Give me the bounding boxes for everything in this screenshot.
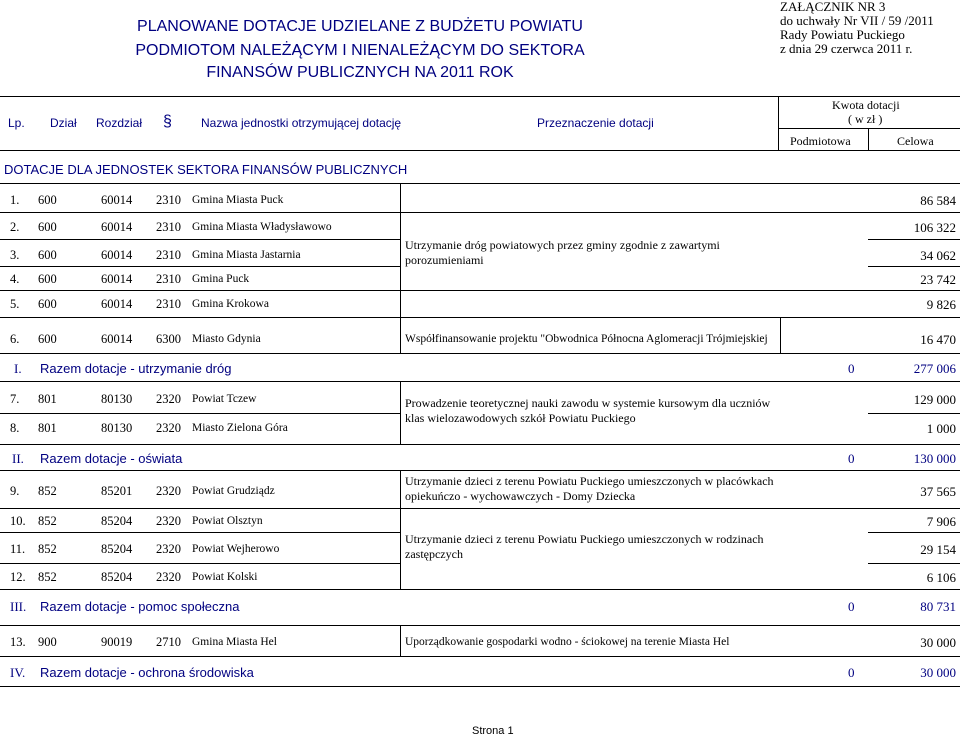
- row-10-celowa: 7 906: [926, 514, 956, 529]
- column-rule: [400, 470, 401, 508]
- row-3-celowa: 34 062: [920, 248, 956, 263]
- column-rule: [400, 381, 401, 444]
- row-2-dzial: 600: [38, 220, 57, 234]
- attachment-council: Rady Powiatu Puckiego: [780, 27, 905, 42]
- page-number: Strona 1: [472, 725, 514, 737]
- header-top-rule: [0, 96, 960, 97]
- row-8-nazwa: Miasto Zielona Góra: [192, 422, 288, 434]
- row-11-nazwa: Powiat Wejherowo: [192, 543, 280, 555]
- header-przeznaczenie: Przeznaczenie dotacji: [537, 116, 654, 130]
- total-2-label: Razem dotacje - oświata: [40, 451, 183, 466]
- header-dzial: Dział: [50, 116, 77, 130]
- column-rule: [400, 317, 401, 353]
- total-2-celowa: 130 000: [913, 451, 956, 466]
- row-3-dzial: 600: [38, 248, 57, 262]
- total-4-lp: IV.: [10, 665, 26, 680]
- total-2-podmiotowa: 0: [848, 451, 855, 466]
- row-6-lp: 6.: [10, 332, 20, 346]
- row-12-dzial: 852: [38, 570, 57, 584]
- row-2-lp: 2.: [10, 220, 20, 234]
- total-2-lp: II.: [12, 451, 24, 466]
- total-4-celowa: 30 000: [920, 665, 956, 680]
- row-rule: [868, 413, 960, 414]
- header-podmiotowa: Podmiotowa: [790, 134, 851, 148]
- header-paragraph: §: [163, 113, 172, 130]
- row-10-par: 2320: [156, 514, 181, 528]
- row-2-par: 2310: [156, 220, 181, 234]
- column-rule: [400, 625, 401, 656]
- purpose-childrens-homes: Utrzymanie dzieci z terenu Powiatu Puckiego umieszczonych w placówkach opiekuńczo - wychowawczych - Domy Dziecka: [405, 474, 774, 503]
- row-7-dzial: 801: [38, 392, 57, 406]
- total-3-lp: III.: [10, 599, 27, 614]
- row-4-dzial: 600: [38, 272, 57, 286]
- header-rozdzial: Rozdział: [96, 116, 143, 130]
- header-kwota: Kwota dotacji: [832, 98, 900, 112]
- row-7-lp: 7.: [10, 392, 20, 406]
- row-rule: [868, 239, 960, 240]
- row-3-nazwa: Gmina Miasta Jastarnia: [192, 249, 301, 261]
- row-6-par: 6300: [156, 332, 181, 346]
- header-kwota-unit: ( w zł ): [848, 112, 883, 126]
- total-1-podmiotowa: 0: [848, 361, 855, 376]
- row-8-par: 2320: [156, 421, 181, 435]
- row-6-celowa: 16 470: [920, 332, 956, 347]
- purpose-education: Prowadzenie teoretycznej nauki zawodu w systemie kursowym dla uczniów klas wielozawodowych szkół Powiatu Puckiego: [405, 396, 771, 425]
- document-title-line-1: PLANOWANE DOTACJE UDZIELANE Z BUDŻETU POWIATU: [137, 18, 583, 35]
- column-rule: [400, 508, 401, 589]
- total-4-label: Razem dotacje - ochrona środowiska: [40, 665, 254, 680]
- row-4-nazwa: Gmina Puck: [192, 273, 250, 285]
- header-lp: Lp.: [8, 116, 25, 130]
- row-1-nazwa: Gmina Miasta Puck: [192, 194, 284, 206]
- row-5-dzial: 600: [38, 297, 57, 311]
- row-rule: [0, 470, 960, 471]
- purpose-roads: Utrzymanie dróg powiatowych przez gminy zgodnie z zawartymi porozumieniami: [405, 238, 720, 267]
- row-rule: [0, 625, 960, 626]
- row-13-lp: 13.: [10, 635, 26, 649]
- row-12-lp: 12.: [10, 570, 26, 584]
- row-5-nazwa: Gmina Krokowa: [192, 298, 269, 310]
- column-rule: [400, 183, 401, 317]
- row-rule: [0, 183, 960, 184]
- column-rule: [780, 317, 781, 353]
- row-10-dzial: 852: [38, 514, 57, 528]
- row-8-celowa: 1 000: [926, 421, 956, 436]
- row-2-nazwa: Gmina Miasta Władysławowo: [192, 221, 332, 233]
- row-8-lp: 8.: [10, 421, 20, 435]
- row-2-rozdzial: 60014: [101, 220, 133, 234]
- row-12-celowa: 6 106: [926, 570, 956, 585]
- section-title: DOTACJE DLA JEDNOSTEK SEKTORA FINANSÓW PUBLICZNYCH: [4, 162, 408, 177]
- header-bottom-rule: [0, 150, 960, 151]
- purpose-foster-families: Utrzymanie dzieci z terenu Powiatu Puckiego umieszczonych w rodzinach zastępczych: [405, 532, 764, 561]
- row-12-rozdzial: 85204: [101, 570, 133, 584]
- row-rule: [868, 266, 960, 267]
- header-nazwa: Nazwa jednostki otrzymującej dotację: [201, 116, 402, 130]
- row-5-par: 2310: [156, 297, 181, 311]
- row-5-celowa: 9 826: [926, 297, 956, 312]
- row-11-rozdzial: 85204: [101, 542, 133, 556]
- row-6-nazwa: Miasto Gdynia: [192, 333, 261, 345]
- row-rule: [0, 686, 960, 687]
- row-6-rozdzial: 60014: [101, 332, 133, 346]
- row-rule: [0, 381, 960, 382]
- row-1-par: 2310: [156, 193, 181, 207]
- attachment-resolution: do uchwały Nr VII / 59 /2011: [780, 13, 934, 28]
- row-rule: [0, 266, 400, 267]
- row-9-dzial: 852: [38, 484, 57, 498]
- row-12-nazwa: Powiat Kolski: [192, 571, 258, 583]
- row-9-par: 2320: [156, 484, 181, 498]
- row-9-rozdzial: 85201: [101, 484, 133, 498]
- row-rule: [0, 656, 960, 657]
- row-9-nazwa: Powiat Grudziądz: [192, 485, 275, 497]
- total-3-label: Razem dotacje - pomoc społeczna: [40, 599, 240, 614]
- row-1-celowa: 86 584: [920, 193, 956, 208]
- row-3-par: 2310: [156, 248, 181, 262]
- row-13-celowa: 30 000: [920, 635, 956, 650]
- row-rule: [868, 532, 960, 533]
- row-10-rozdzial: 85204: [101, 514, 133, 528]
- row-8-dzial: 801: [38, 421, 57, 435]
- row-4-par: 2310: [156, 272, 181, 286]
- header-kwota-rule: [778, 128, 960, 129]
- row-rule: [0, 212, 960, 213]
- row-7-nazwa: Powiat Tczew: [192, 393, 257, 405]
- row-11-celowa: 29 154: [920, 542, 956, 557]
- total-3-celowa: 80 731: [920, 599, 956, 614]
- header-celowa: Celowa: [897, 134, 934, 148]
- row-rule: [0, 532, 400, 533]
- row-rule: [0, 353, 960, 354]
- row-7-rozdzial: 80130: [101, 392, 133, 406]
- row-rule: [0, 508, 960, 509]
- row-2-celowa: 106 322: [913, 220, 956, 235]
- row-13-nazwa: Gmina Miasta Hel: [192, 636, 277, 648]
- total-1-celowa: 277 006: [913, 361, 956, 376]
- row-1-rozdzial: 60014: [101, 193, 133, 207]
- row-7-celowa: 129 000: [913, 392, 956, 407]
- header-kwota-left-rule: [778, 96, 779, 150]
- row-4-celowa: 23 742: [920, 272, 956, 287]
- row-5-lp: 5.: [10, 297, 20, 311]
- row-11-lp: 11.: [10, 542, 26, 556]
- document-title-line-2: PODMIOTOM NALEŻĄCYM I NIENALEŻĄCYM DO SEKTORA: [135, 42, 585, 59]
- row-4-lp: 4.: [10, 272, 20, 286]
- document-title-line-3: FINANSÓW PUBLICZNYCH NA 2011 ROK: [206, 64, 514, 81]
- row-13-dzial: 900: [38, 635, 57, 649]
- total-1-lp: I.: [14, 361, 22, 376]
- row-1-dzial: 600: [38, 193, 57, 207]
- row-rule: [0, 563, 400, 564]
- row-5-rozdzial: 60014: [101, 297, 133, 311]
- row-1-lp: 1.: [10, 193, 20, 207]
- row-8-rozdzial: 80130: [101, 421, 133, 435]
- row-rule: [0, 317, 960, 318]
- row-rule: [0, 413, 400, 414]
- row-9-lp: 9.: [10, 484, 20, 498]
- row-13-rozdzial: 90019: [101, 635, 133, 649]
- row-3-rozdzial: 60014: [101, 248, 133, 262]
- total-3-podmiotowa: 0: [848, 599, 855, 614]
- row-rule: [0, 239, 400, 240]
- row-4-rozdzial: 60014: [101, 272, 133, 286]
- row-10-lp: 10.: [10, 514, 26, 528]
- total-4-podmiotowa: 0: [848, 665, 855, 680]
- row-11-dzial: 852: [38, 542, 57, 556]
- attachment-date: z dnia 29 czerwca 2011 r.: [780, 41, 913, 56]
- row-6-dzial: 600: [38, 332, 57, 346]
- row-rule: [0, 444, 960, 445]
- attachment-number: ZAŁĄCZNIK NR 3: [780, 0, 886, 14]
- header-kwota-mid-rule: [868, 128, 869, 150]
- purpose-water-management: Uporządkowanie gospodarki wodno - ściokowej na terenie Miasta Hel: [405, 636, 730, 648]
- row-rule: [0, 589, 960, 590]
- purpose-gdynia: Współfinansowanie projektu "Obwodnica Północna Aglomeracji Trójmiejskiej: [405, 333, 768, 345]
- total-1-label: Razem dotacje - utrzymanie dróg: [40, 361, 232, 376]
- row-10-nazwa: Powiat Olsztyn: [192, 515, 263, 527]
- row-3-lp: 3.: [10, 248, 20, 262]
- row-11-par: 2320: [156, 542, 181, 556]
- row-13-par: 2710: [156, 635, 181, 649]
- row-7-par: 2320: [156, 392, 181, 406]
- row-9-celowa: 37 565: [920, 484, 956, 499]
- row-rule: [0, 290, 960, 291]
- row-12-par: 2320: [156, 570, 181, 584]
- row-rule: [868, 563, 960, 564]
